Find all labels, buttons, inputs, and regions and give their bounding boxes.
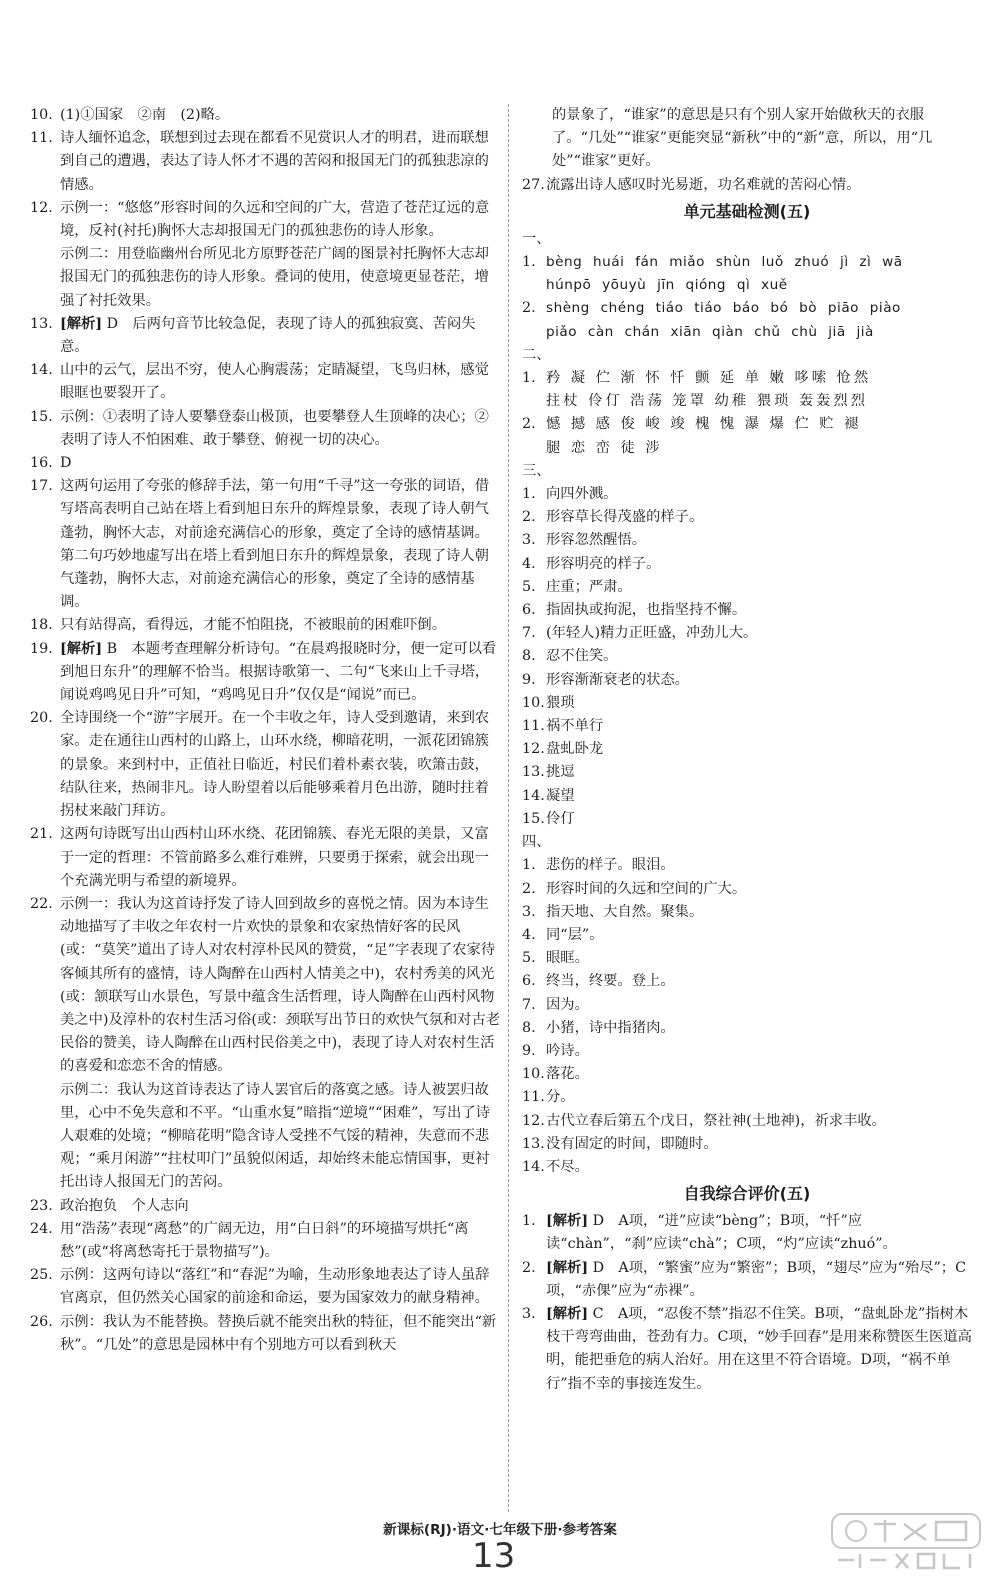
answer-item: 5. 庄重；严肃。 — [522, 578, 632, 595]
chars-item: 2. 憾 撼 感 俊 峻 竣 槐 愧 瀑 爆 伫 贮 褪 腿 恋 峦 徒 涉 — [522, 416, 862, 456]
answer-item: 3. [解析] C A项，“忍俊不禁”指忍不住笑。B项，“盘虬卧龙”指树木枝干弯弯曲曲，苍劲有力。C项，“妙手回春”是用来称赞医生医道高明，能把垂危的病人治好。用在这里不符合语境。D项，“祸不单行”指不幸的事接连发生。 — [522, 1305, 972, 1392]
answer-item: 13. [解析] D 后两句音节比较急促，表现了诗人的孤独寂寞、苦闷失意。 — [30, 315, 476, 356]
answer-item: 21. 这两句诗既写出山西村山环水绕、花团锦簇、春光无限的美景，又富于一定的哲理：不管前路多么难行难辨，只要勇于探索，就会出现一个充满光明与希望的新境界。 — [30, 826, 489, 889]
answer-item: 2. 形容草长得茂盛的样子。 — [522, 509, 704, 526]
answer-item: 9. 吟诗。 — [522, 1042, 589, 1059]
answer-item: 4. 同“层”。 — [522, 926, 604, 943]
analysis-tag: [解析] — [546, 1305, 589, 1322]
part-label: 四、 — [522, 834, 551, 851]
answer-item: 12. 盘虬卧龙 — [522, 741, 604, 758]
analysis-tag: [解析] — [60, 640, 103, 657]
part-label: 一、 — [522, 230, 551, 247]
answer-item: 12. 示例一：“悠悠”形容时间的久远和空间的广大，营造了苍茫辽远的意境，反衬(衬托)胸怀大志却报国无门的孤独悲伤的诗人形象。 — [30, 199, 490, 240]
answer-item: 27. 流露出诗人感叹时光易逝，功名难就的苦闷心情。 — [522, 176, 861, 193]
answer-item: 19. [解析] B 本题考查理解分析诗句。“在晨鸡报晓时分，便一定可以看到旭日东升”的理解不恰当。根据诗歌第一、二句“飞来山上千寻塔，闻说鸡鸣见日升”可知，“鸡鸣见日升”仅仅是“闻说”而已。 — [30, 640, 497, 704]
answer-item: 13. 挑逗 — [522, 764, 575, 781]
answer-item: 7. 因为。 — [522, 996, 589, 1013]
answer-item: 8. 忍不住笑。 — [522, 648, 618, 665]
part-label: 三、 — [522, 462, 551, 479]
part-label: 二、 — [522, 346, 551, 363]
answer-item: 11. 诗人缅怀追念，联想到过去现在都看不见赏识人才的明君，进而联想到自己的遭遇，表达了诗人怀才不遇的苦闷和报国无门的孤独悲凉的情感。 — [30, 130, 489, 193]
answer-item: 15. 伶仃 — [522, 810, 575, 827]
answer-item: 24. 用“浩荡”表现“离愁”的广阔无边，用“白日斜”的环境描写烘托“离愁”(或“将离愁寄托于景物描写”)。 — [30, 1220, 469, 1260]
answer-item: 5. 眼眶。 — [522, 950, 589, 967]
answer-item: 17. 这两句运用了夸张的修辞手法，第一句用“千寻”这一夸张的词语，借写塔高表明自己站在塔上看到旭日东升的辉煌景象，表现了诗人朝气蓬勃，胸怀大志，对前途充满信心的形象，奠定了全诗的感情基调。第二句巧妙地虚写出在塔上看到旭日东升的辉煌景象，表现了诗人朝气蓬勃，胸怀大志，对前途充满信心的形象，奠定了全诗的感情基调。 — [30, 478, 490, 611]
answer-item: 13. 没有固定的时间，即随时。 — [522, 1135, 718, 1152]
analysis-tag: [解析] — [546, 1259, 589, 1276]
answer-item: 8. 小猪，诗中指猪肉。 — [522, 1019, 675, 1036]
left-column — [30, 104, 502, 1357]
chars-item: 1. 矜 凝 伫 渐 怀 忏 颤 延 单 嫩 哆嗦 怆然 拄杖 伶仃 浩荡 笼罩 幼稚 猥琐 轰轰烈烈 — [522, 370, 872, 410]
answer-continuation: 示例二：用登临幽州台所见北方原野苍茫广阔的图景衬托胸怀大志却报国无门的孤独悲伤的诗人形象。叠词的使用，使意境更显苍茫，增强了衬托效果。 — [60, 246, 489, 309]
answer-item: 7. (年轻人)精力正旺盛，冲劲儿大。 — [522, 625, 758, 642]
answer-item: 1. 悲伤的样子。眼泪。 — [522, 857, 675, 874]
answer-continuation: 示例二：我认为这首诗表达了诗人罢官后的落寞之感。诗人被罢归故里，心中不免失意和不平。“山重水复”暗指“逆境”“困难”，写出了诗人艰难的处境；“柳暗花明”隐含诗人受挫不气馁的精神，失意而不悲观；“乘月闲游”“拄杖叩门”虽貌似闲适，却始终未能忘情国事，更衬托出诗人报国无门的苦闷。 — [60, 1081, 490, 1191]
answer-item: 20. 全诗围绕一个“游”字展开。在一个丰收之年，诗人受到邀请，来到农家。走在通往山西村的山路上，山环水绕，柳暗花明，一派花团锦簇的景象。来到村中，正值社日临近，村民们着朴素衣装，吹箫击鼓，结队往来，热闹非凡。诗人盼望着以后能够乘着月色出游，随时拄着拐杖来敲门拜访。 — [30, 710, 490, 820]
answer-item: 11. 分。 — [522, 1089, 575, 1106]
answer-item: 10. (1)①国家 ②南 (2)略。 — [30, 107, 230, 123]
answer-item: 14. 凝望 — [522, 787, 575, 804]
answer-item: 1. [解析] D A项，“迸”应读“bèng”；B项，“忏”应读“chàn”，“刹”应读“chà”；C项，“灼”应读“zhuó”。 — [522, 1213, 897, 1253]
answer-item: 12. 古代立春后第五个戊日，祭社神(土地神)，祈求丰收。 — [522, 1112, 886, 1129]
answer-item: 1. 向四外溅。 — [522, 486, 618, 503]
answer-item: 10. 落花。 — [522, 1066, 589, 1083]
answer-item: 9. 形容渐渐衰老的状态。 — [522, 671, 689, 688]
answer-item: 16. D — [30, 455, 72, 472]
page-footer: 新课标(RJ)·语文·七年级下册·参考答案 — [383, 1522, 617, 1538]
section-title: 单元基础检测(五) — [683, 201, 811, 221]
answer-item: 4. 形容明亮的样子。 — [522, 555, 661, 572]
pinyin-item: 2. shèng chéng tiáo tiáo báo bó bò piāo piào piǎo càn chán xiān qiàn chǔ chù jiā jià — [522, 300, 901, 340]
answer-item: 10. 猥琐 — [522, 694, 575, 711]
answer-item: 6. 指固执或拘泥，也指坚持不懈。 — [522, 602, 747, 619]
watermark-logo — [826, 1510, 986, 1574]
answer-item: 14. 山中的云气，层出不穷，使人心胸震荡；定睛凝望，飞鸟归林，感觉眼眶也要裂开了。 — [30, 362, 489, 402]
answer-item: 11. 祸不单行 — [522, 718, 604, 735]
answer-item: 18. 只有站得高，看得远，才能不怕阻挠，不被眼前的困难吓倒。 — [30, 617, 447, 634]
answer-item: 14. 不尽。 — [522, 1158, 589, 1175]
answer-item: 3. 指天地、大自然。聚集。 — [522, 903, 704, 920]
part-four-list — [522, 854, 972, 1179]
answer-item: 6. 终当，终要。登上。 — [522, 973, 675, 990]
pinyin-item: 1. bèng huái fán miǎo shùn luǒ zhuó jì zì wā húnpō yōuyù jīn qióng qì xuě — [522, 254, 903, 294]
right-column — [522, 104, 972, 1396]
answer-item: 2. [解析] D A项，“繁蜜”应为“繁密”；B项，“翅尽”应为“殆尽”；C项，“赤倮”应为“赤裸”。 — [522, 1259, 967, 1299]
section-title: 自我综合评价(五) — [683, 1184, 811, 1204]
column-divider — [508, 104, 509, 1512]
analysis-tag: [解析] — [546, 1213, 589, 1230]
answer-item: 3. 形容忽然醒悟。 — [522, 532, 647, 549]
answer-item: 22. 示例一：我认为这首诗抒发了诗人回到故乡的喜悦之情。因为本诗生动地描写了丰收之年农村一片欢快的景象和农家热情好客的民风(或：“莫笑”道出了诗人对农村淳朴民风的赞赏，“足”字表现了农家待客倾其所有的盛情，诗人陶醉在山西村人情美之中)，农村秀美的风光(或：颔联写山水景色，写景中蕴含生活哲理，诗人陶醉在山西村风物美之中)及淳朴的农村生活习俗(或：颈联写出节日的欢快气氛和对古老民俗的赞美，诗人陶醉在山西村民俗美之中)，表现了诗人对农村生活的喜爱和恋恋不舍的情感。 — [30, 895, 501, 1075]
analysis-tag: [解析] — [60, 315, 103, 332]
answer-continuation: 的景象了，“谁家”的意思是只有个别人家开始做秋天的衣服了。“几处”“谁家”更能突显“新秋”中的“新”意，所以，用“几处”“谁家”更好。 — [552, 107, 933, 170]
part-three-list — [522, 483, 972, 831]
part-five-list — [522, 1210, 972, 1396]
handwritten-page-number: 13 — [472, 1536, 516, 1576]
answer-item: 2. 形容时间的久远和空间的广大。 — [522, 880, 747, 897]
answer-item: 15. 示例：①表明了诗人要攀登泰山极顶，也要攀登人生顶峰的决心；②表明了诗人不怕困难、敢于攀登、俯视一切的决心。 — [30, 408, 489, 448]
answer-item: 23. 政治抱负 个人志向 — [30, 1197, 189, 1214]
answer-item: 25. 示例：这两句诗以“落红”和“春泥”为喻，生动形象地表达了诗人虽辞官离京，但仍然关心国家的前途和命运，要为国家效力的献身精神。 — [30, 1267, 490, 1307]
answer-item: 26. 示例：我认为不能替换。替换后就不能突出秋的特征，但不能突出“新秋”。“几处”的意思是园林中有个别地方可以看到秋天 — [30, 1313, 497, 1353]
